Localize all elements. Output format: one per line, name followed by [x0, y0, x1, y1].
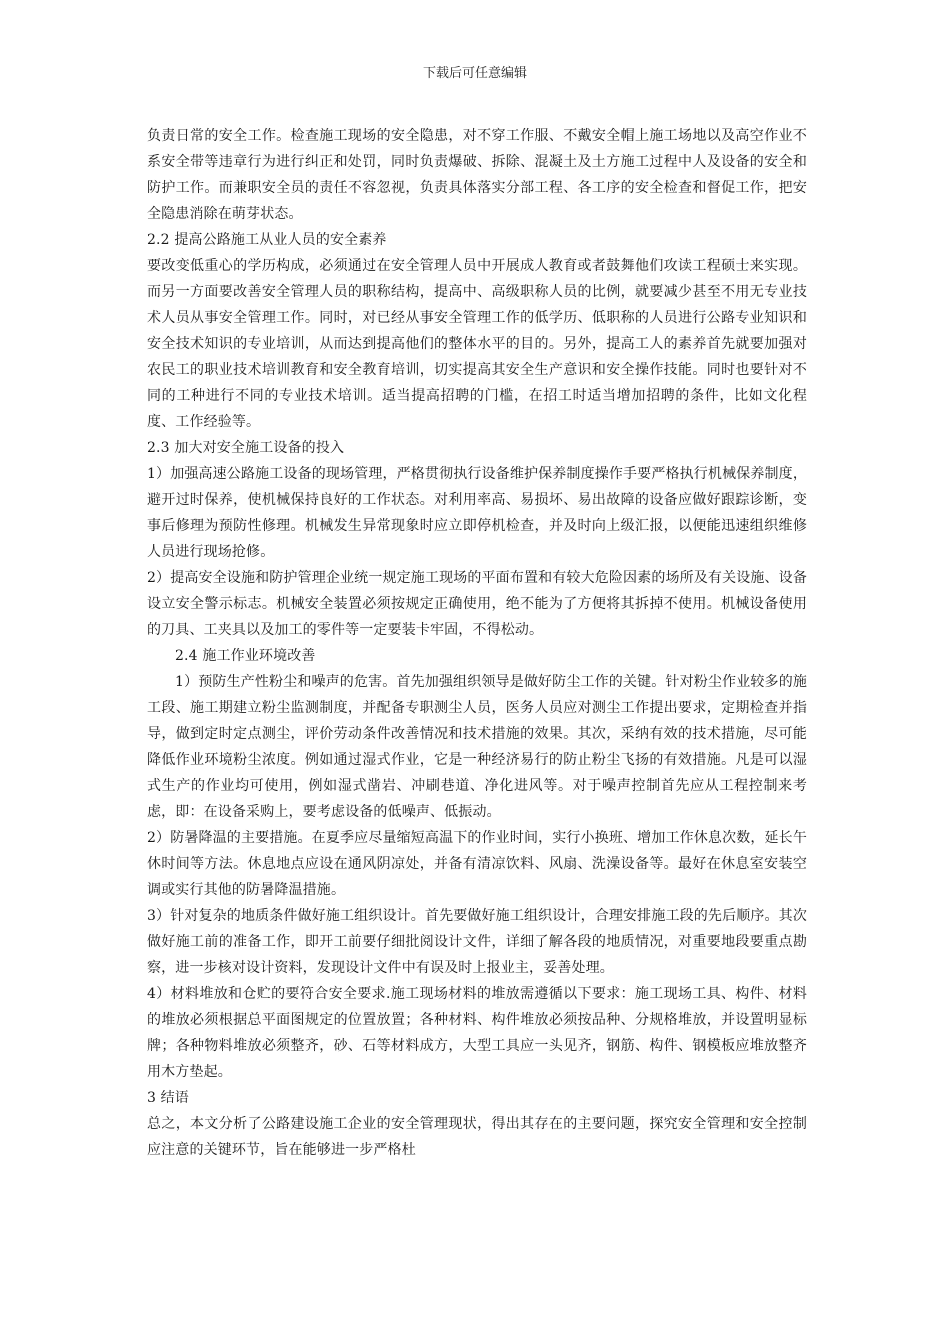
section-heading-2-4: 2.4 施工作业环境改善 [175, 648, 316, 664]
section-heading-2-2: 2.2 提高公路施工从业人员的安全素养 [147, 232, 387, 248]
paragraph-equipment-1: 1）加强高速公路施工设备的现场管理，严格贯彻执行设备维护保养制度操作手要严格执行机械保养制度，避开过时保养，使机械保持良好的工作状态。对利用率高、易损坏、易出故障的设备应做好跟踪诊断，变事后修理为预防性修理。机械发生异常现象时应立即停机检查，并及时向上级汇报，以便能迅速组织维修人员进行现场抢修。 [147, 466, 807, 560]
paragraph-environment-2: 2）防暑降温的主要措施。在夏季应尽量缩短高温下的作业时间，实行小换班、增加工作休息次数，延长午休时间等方法。休息地点应设在通风阴凉处，并备有清凉饮料、风扇、洗澡设备等。最好在休息室安装空调或实行其他的防暑降温措施。 [147, 830, 807, 898]
paragraph-equipment-2: 2）提高安全设施和防护管理企业统一规定施工现场的平面布置和有较大危险因素的场所及有关设施、设备设立安全警示标志。机械安全装置必须按规定正确使用，绝不能为了方便将其拆掉不使用。机械设备使用的刀具、工夹具以及加工的零件等一定要装卡牢固，不得松动。 [147, 570, 807, 638]
paragraph-safety-duties: 负责日常的安全工作。检查施工现场的安全隐患，对不穿工作服、不戴安全帽上施工场地以及高空作业不系安全带等违章行为进行纠正和处罚，同时负责爆破、拆除、混凝土及土方施工过程中人及设备的安全和防护工作。而兼职安全员的责任不容忽视，负责具体落实分部工程、各工序的安全检查和督促工作，把安全隐患消除在萌芽状态。 [147, 128, 807, 222]
paragraph-conclusion: 总之，本文分析了公路建设施工企业的安全管理现状，得出其存在的主要问题，探究安全管理和安全控制应注意的关键环节，旨在能够进一步严格杜 [147, 1116, 807, 1158]
section-heading-3: 3 结语 [147, 1090, 189, 1106]
section-heading-2-3: 2.3 加大对安全施工设备的投入 [147, 440, 345, 456]
paragraph-environment-1: 1）预防生产性粉尘和噪声的危害。首先加强组织领导是做好防尘工作的关键。针对粉尘作业较多的施工段、施工期建立粉尘监测制度，并配备专职测尘人员，医务人员应对测尘工作提出要求，定期检查并指导，做到定时定点测尘，评价劳动条件改善情况和技术措施的效果。其次，采纳有效的技术措施，尽可能降低作业环境粉尘浓度。例如通过湿式作业，它是一种经济易行的防止粉尘飞扬的有效措施。凡是可以湿式生产的作业均可使用，例如湿式凿岩、冲刷巷道、净化进风等。对于噪声控制首先应从工程控制来考虑，即：在设备采购上，要考虑设备的低噪声、低振动。 [147, 674, 807, 820]
paragraph-staff-quality: 要改变低重心的学历构成，必须通过在安全管理人员中开展成人教育或者鼓舞他们攻读工程硕士来实现。而另一方面要改善安全管理人员的职称结构，提高中、高级职称人员的比例，就要减少甚至不用无专业技术人员从事安全管理工作。同时，对已经从事安全管理工作的低学历、低职称的人员进行公路专业知识和安全技术知识的专业培训，从而达到提高他们的整体水平的目的。另外，提高工人的素养首先就要加强对农民工的职业技术培训教育和安全教育培训，切实提高其安全生产意识和安全操作技能。同时也要针对不同的工种进行不同的专业技术培训。适当提高招聘的门槛，在招工时适当增加招聘的条件，比如文化程度、工作经验等。 [147, 258, 807, 430]
paragraph-environment-4: 4）材料堆放和仓贮的要符合安全要求.施工现场材料的堆放需遵循以下要求：施工现场工具、构件、材料的堆放必须根据总平面图规定的位置放置；各种材料、构件堆放必须按品种、分规格堆放，并设置明显标牌；各种物料堆放必须整齐，砂、石等材料成方，大型工具应一头见齐，钢筋、构件、钢模板应堆放整齐用木方垫起。 [147, 986, 807, 1080]
paragraph-environment-3: 3）针对复杂的地质条件做好施工组织设计。首先要做好施工组织设计，合理安排施工段的先后顺序。其次做好施工前的准备工作，即开工前要仔细批阅设计文件，详细了解各段的地质情况，对重要地段要重点勘察，进一步核对设计资料，发现设计文件中有误及时上报业主，妥善处理。 [147, 908, 807, 976]
document-body [147, 123, 807, 1163]
page-header-note: 下载后可任意编辑 [422, 66, 527, 81]
